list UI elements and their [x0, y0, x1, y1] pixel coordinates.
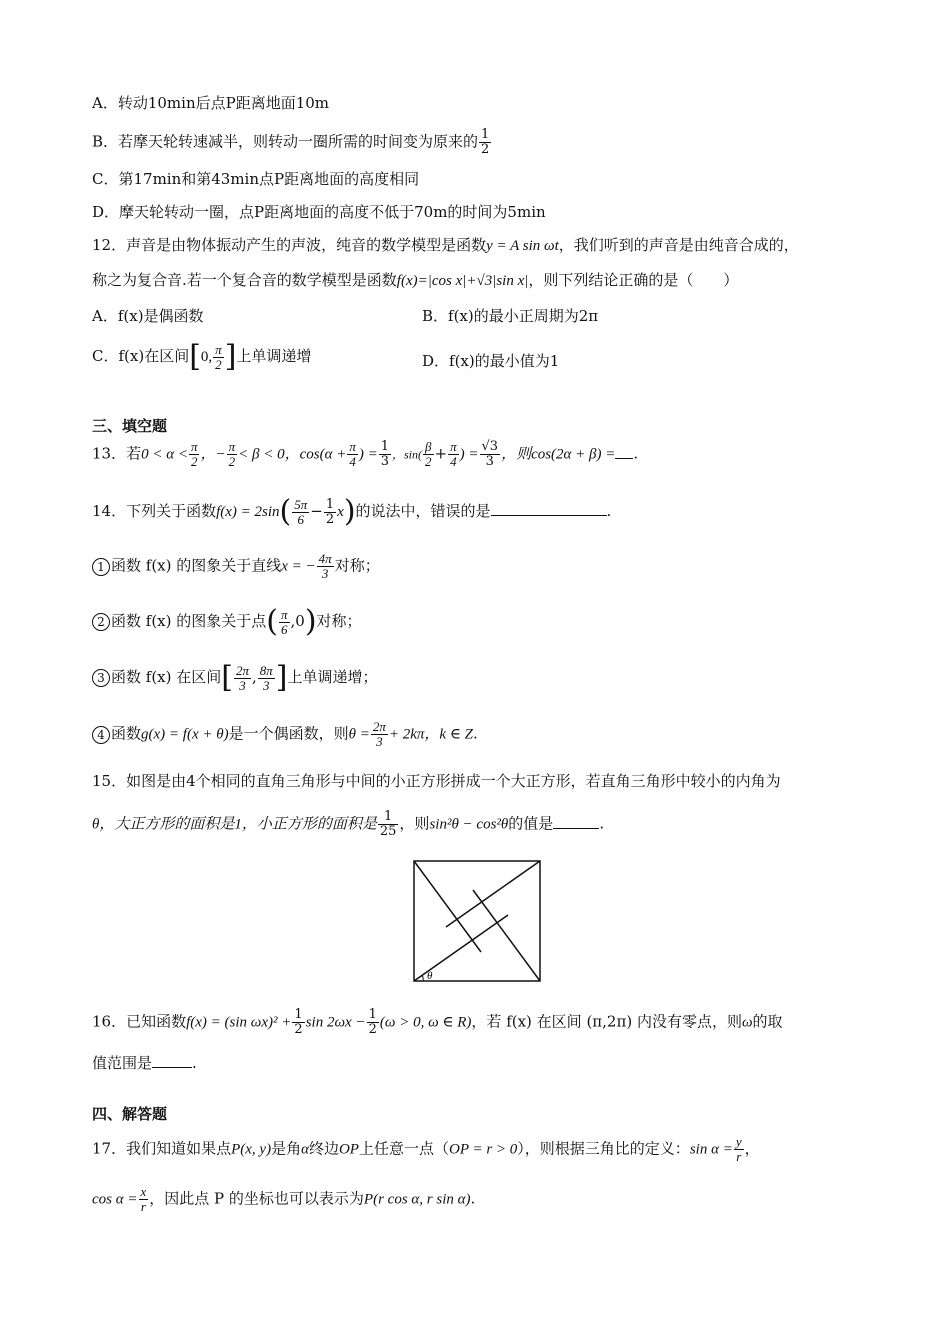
q14-item-3: 3 函数 f(x) 在区间[ $\frac{2\pi}{3}$ , $\frac{8\pi}{3}$ ]上单调递增； — [92, 663, 378, 693]
q11-option-a: A．转动10min后点P距离地面10m — [92, 94, 330, 112]
triangle-hypotenuse-left — [414, 861, 481, 952]
q15-answer-blank[interactable] — [553, 814, 599, 829]
q14-item-1: 1 函数 f(x) 的图象关于直线x = − $\frac{4\pi}{3}$ 对称； — [92, 552, 380, 581]
theta-angle-arc — [422, 975, 423, 981]
q14-stem: 14．下列关于函数f(x) = 2sin( $\frac{5\pi}{6}$ − $\frac{1}{2}$ x)的说法中，错误的是 . — [92, 494, 612, 529]
q15-line2: θ，大正方形的面积是1，小正方形的面积是 $\frac{1}{25}$ ，则sin²θ − cos²θ的值是 . — [92, 809, 605, 839]
q13-answer-blank[interactable] — [615, 444, 633, 459]
section-4-title: 四、解答题 — [92, 1105, 168, 1123]
q17-line1: 17．我们知道如果点P(x, y)是角α终边OP上任意一点（OP = r > 0），则根据三角比的定义：sin α = $\frac{y}{r}$ ， — [92, 1134, 760, 1164]
q12-option-c: C．f(x)在区间[0, $\frac{\pi}{2}$ ]上单调递增 — [92, 339, 312, 374]
q12-line2: 称之为复合音.若一个复合音的数学模型是函数f(x)=|cos x|+√3|sin x|，则下列结论正确的是（ ） — [92, 271, 739, 289]
q16-answer-blank[interactable] — [152, 1053, 192, 1068]
pinwheel-square-figure — [413, 860, 543, 984]
q11-option-d: D．摩天轮转动一圈，点P距离地面的高度不低于70m的时间为5min — [92, 203, 546, 221]
q14-answer-blank[interactable] — [491, 501, 607, 516]
q16-line1: 16．已知函数f(x) = (sin ωx)² + $\frac{1}{2}$ sin 2ωx − $\frac{1}{2}$ (ω > 0, ω ∈ R)，若 f(x) 在区间 (π,2π) 内没有零点，则ω的取 — [92, 1007, 783, 1037]
q12-option-d: D．f(x)的最小值为1 — [422, 352, 560, 370]
section-3-title: 三、填空题 — [92, 417, 168, 435]
q13: 13．若0 < α < $\frac{\pi}{2}$ ，− $\frac{\pi}{2}$ < β < 0，cos(α + $\frac{\pi}{4}$ ) = $\frac{1}{3}$ ，sin( $\frac{\beta}{2}$ + $\frac{\pi}{4}$ ) = $\frac{√3}{3}$ ，则cos(2α + β) = . — [92, 439, 639, 469]
outer-square — [414, 861, 540, 981]
q12-option-b: B．f(x)的最小正周期为2π — [422, 307, 599, 325]
triangle-hypotenuse-right — [473, 890, 540, 981]
q12-option-a: A．f(x)是偶函数 — [92, 307, 204, 325]
q12-line1: 12．声音是由物体振动产生的声波，纯音的数学模型是函数y = A sin ωt，我们听到的声音是由纯音合成的， — [92, 236, 799, 254]
theta-label: θ — [427, 970, 433, 982]
q14-item-4: 4 函数g(x) = f(x + θ)是一个偶函数，则θ = $\frac{2\pi}{3}$ + 2kπ，k ∈ Z. — [92, 720, 478, 749]
q14-item-2: 2 函数 f(x) 的图象关于点( $\frac{\pi}{6}$ ,0)对称； — [92, 607, 362, 637]
q11-option-b: B．若摩天轮转速减半，则转动一圈所需的时间变为原来的 $\frac{1}{2}$ — [92, 127, 490, 157]
q15-line1: 15．如图是由4个相同的直角三角形与中间的小正方形拼成一个大正方形，若直角三角形中较小的内角为 — [92, 772, 781, 790]
q17-line2: cos α = $\frac{x}{r}$ ，因此点 P 的坐标也可以表示为P(r cos α, r sin α). — [92, 1184, 476, 1214]
q11-option-c: C．第17min和第43min点P距离地面的高度相同 — [92, 170, 420, 188]
q16-line2: 值范围是 . — [92, 1054, 197, 1072]
